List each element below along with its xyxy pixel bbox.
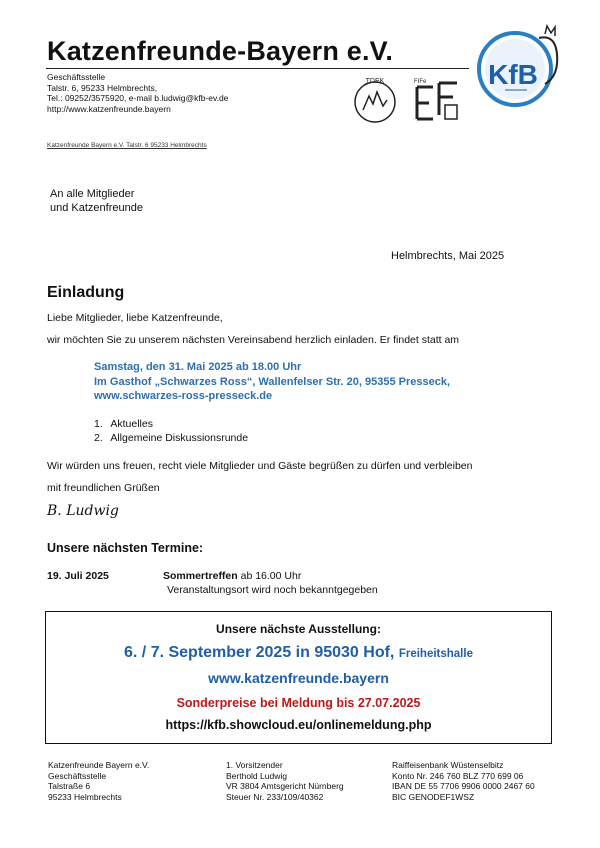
event-date: Samstag, den 31. Mai 2025 ab 18.00 Uhr xyxy=(94,361,302,373)
header-rule xyxy=(46,68,469,69)
event-details xyxy=(94,360,450,404)
upcoming-date: 19. Juli 2025 xyxy=(47,570,109,582)
footer-line: 95233 Helmbrechts xyxy=(48,791,122,802)
kfb-cat-emblem-icon xyxy=(475,24,563,110)
tdek-emblem-icon xyxy=(347,76,403,124)
agenda-list xyxy=(94,417,248,445)
footer-address xyxy=(48,760,149,802)
signature: B. Ludwig xyxy=(47,503,119,519)
footer-bank xyxy=(392,760,535,802)
address-line: Talstr. 6, 95233 Helmbrechts, xyxy=(47,82,158,93)
footer-line: Steuer Nr. 233/109/40362 xyxy=(226,791,324,802)
kfb-logo xyxy=(475,24,563,115)
exhibition-date xyxy=(46,644,551,662)
event-website-link[interactable]: www.schwarzes-ross-presseck.de xyxy=(94,390,273,402)
upcoming-event xyxy=(163,570,301,582)
agenda-number: 2. xyxy=(94,432,103,444)
event-location: Im Gasthof „Schwarzes Ross“, Wallenfelser Str. 20, 95355 Presseck, xyxy=(94,375,451,388)
recipient-block xyxy=(50,187,143,215)
letter-heading: Einladung xyxy=(47,284,125,301)
address-line: Geschäftsstelle xyxy=(47,72,106,82)
agenda-text: Allgemeine Diskussionsrunde xyxy=(110,432,249,444)
footer-line: IBAN DE 55 7706 9906 0000 2467 60 xyxy=(392,781,535,791)
recipient-line: und Katzenfreunde xyxy=(50,202,143,214)
salutation: Liebe Mitglieder, liebe Katzenfreunde, xyxy=(47,312,223,324)
fife-emblem-icon xyxy=(413,75,463,121)
footer-line: BIC GENODEF1WSZ xyxy=(392,791,475,802)
tdek-logo xyxy=(347,76,403,129)
exhibition-website-link[interactable]: www.katzenfreunde.bayern xyxy=(208,670,389,686)
footer-line: Berthold Ludwig xyxy=(226,770,287,781)
closing-paragraph: Wir würden uns freuen, recht viele Mitglieder und Gäste begrüßen zu dürfen und verbleiben xyxy=(47,460,473,472)
header-address xyxy=(47,72,228,114)
exhibition-box xyxy=(45,611,552,744)
address-line: Tel.: 09252/3575920, e-mail b.ludwig@kfb-ev.de xyxy=(47,93,229,103)
footer-line: 1. Vorsitzender xyxy=(226,760,283,770)
exhibition-special-offer: Sonderpreise bei Meldung bis 27.07.2025 xyxy=(176,696,421,710)
upcoming-event-note: Veranstaltungsort wird noch bekanntgegeben xyxy=(167,584,378,596)
fife-logo xyxy=(413,75,463,126)
sender-line: Katzenfreunde Bayern e.V. Talstr. 6 95233 Helmbrechts xyxy=(47,142,207,149)
letterhead-title: Katzenfreunde-Bayern e.V. xyxy=(47,36,394,66)
exhibition-heading: Unsere nächste Ausstellung: xyxy=(216,622,381,636)
footer-line: VR 3804 Amtsgericht Nürnberg xyxy=(226,781,344,791)
agenda-item xyxy=(94,431,248,445)
place-date: Helmbrechts, Mai 2025 xyxy=(391,250,505,262)
exhibition-venue: Freiheitshalle xyxy=(398,648,473,660)
footer-line: Geschäftsstelle xyxy=(48,770,107,781)
upcoming-event-time: ab 16.00 Uhr xyxy=(237,570,302,582)
agenda-item xyxy=(94,417,248,431)
agenda-number: 1. xyxy=(94,418,103,430)
upcoming-dates-heading: Unsere nächsten Termine: xyxy=(47,541,204,555)
footer-line: Raiffeisenbank Wüstenselbitz xyxy=(392,760,504,770)
closing-greeting: mit freundlichen Grüßen xyxy=(47,482,160,494)
tdek-logo-text: TDEK xyxy=(365,78,385,85)
upcoming-event-name: Sommertreffen xyxy=(163,570,238,582)
recipient-line: An alle Mitglieder xyxy=(50,188,135,200)
footer-line: Talstraße 6 xyxy=(48,781,91,791)
footer-line: Katzenfreunde Bayern e.V. xyxy=(48,760,150,770)
fife-logo-text: FIFe xyxy=(414,79,427,85)
intro-paragraph: wir möchten Sie zu unserem nächsten Vereinsabend herzlich einladen. Er findet statt am xyxy=(47,334,460,346)
footer-board xyxy=(226,760,344,802)
kfb-logo-text: KfB xyxy=(488,59,538,90)
address-line[interactable]: http://www.katzenfreunde.bayern xyxy=(47,103,171,114)
footer-line: Konto Nr. 246 760 BLZ 770 699 06 xyxy=(392,770,524,781)
exhibition-main: 6. / 7. September 2025 in 95030 Hof, xyxy=(124,644,395,661)
exhibition-registration-link[interactable]: https://kfb.showcloud.eu/onlinemeldung.php xyxy=(165,718,432,732)
agenda-text: Aktuelles xyxy=(110,418,153,430)
